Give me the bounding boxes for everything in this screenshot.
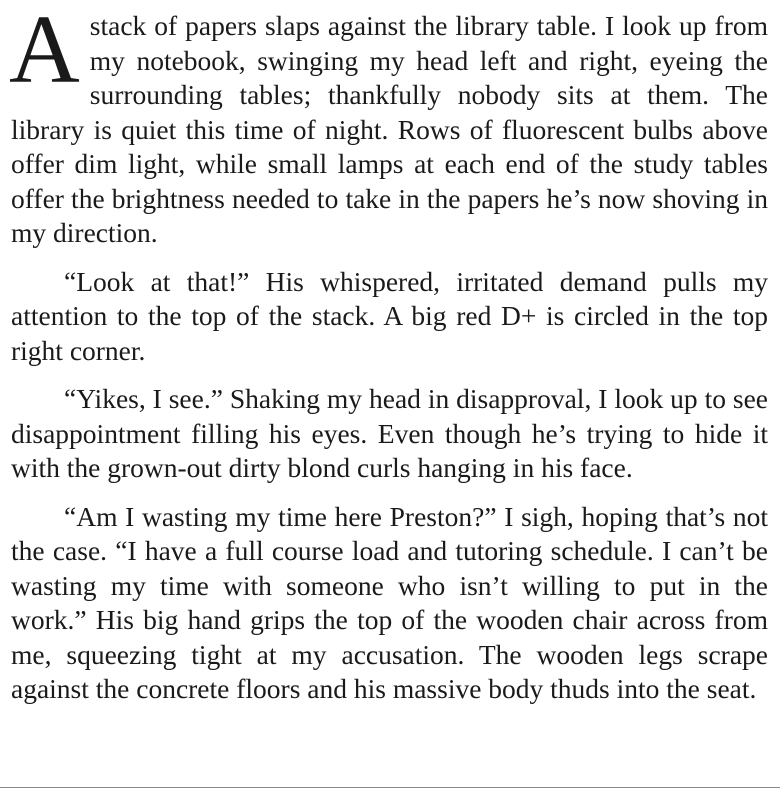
book-page — [9, 0, 768, 721]
paragraph-2: “Look at that!” His whispered, irritated demand pulls my attention to the top of the stack. A big red D+ is circled in the top right corner. — [11, 265, 768, 366]
drop-cap: A — [9, 0, 80, 104]
paragraph-1-text: stack of papers slaps against the library table. I look up from my notebook, swinging my head left and right, eyeing the surrounding tables; thankfully nobody sits at them. The library is quiet this time of night. Rows of fluorescent bulbs above offer dim light, while small lamps at each end of the study tables offer the brightness needed to take in the papers he’s now shoving in my direction. — [11, 10, 768, 248]
paragraph-1 — [9, 0, 768, 251]
page-bottom-divider — [0, 787, 780, 788]
paragraph-4: “Am I wasting my time here Preston?” I sigh, hoping that’s not the case. “I have a full course load and tutoring schedule. I can’t be wasting my time with someone who isn’t willing to put in the work.” His big hand grips the top of the wooden chair across from me, squeezing tight at my accusation. The wooden legs scrape against the concrete floors and his massive body thuds into the seat. — [11, 500, 768, 704]
paragraph-3: “Yikes, I see.” Shaking my head in disapproval, I look up to see disappointment filling his eyes. Even though he’s trying to hide it with the grown-out dirty blond curls hanging in his face. — [11, 383, 768, 483]
